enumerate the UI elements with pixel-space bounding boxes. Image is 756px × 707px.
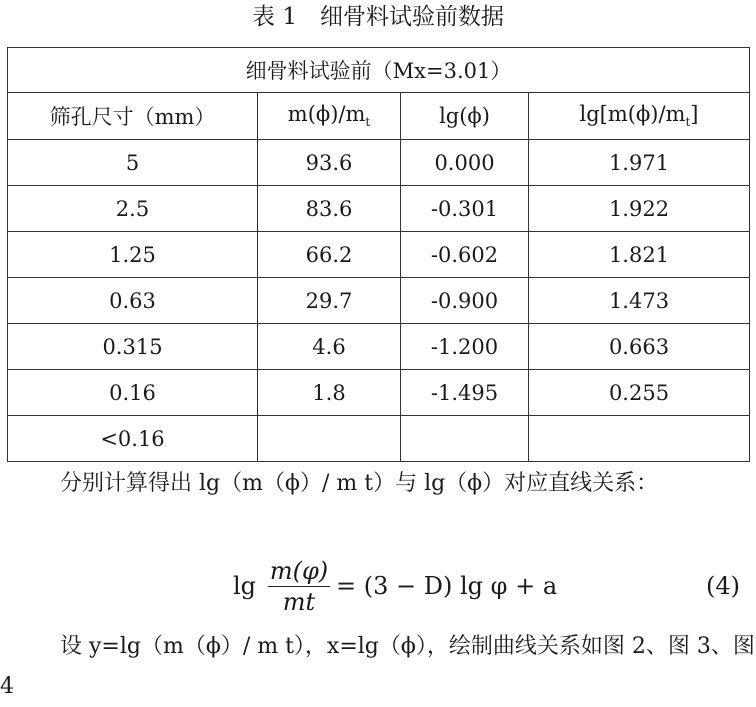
table-row [8,186,750,232]
cell: 2.5 [8,186,258,232]
table-row [8,370,750,416]
cell: 1.8 [258,370,401,416]
table-row [8,278,750,324]
cell [529,416,750,462]
cell: -0.900 [401,278,529,324]
table-row [8,416,750,462]
cell: -1.200 [401,324,529,370]
cell: 1.25 [8,232,258,278]
cell: 0.16 [8,370,258,416]
table-row [8,324,750,370]
formula-lg: lg [233,572,257,600]
paragraph-intro: 分别计算得出 lg（m（ϕ）/ m t）与 lg（ϕ）对应直线关系： [60,471,659,496]
formula-denominator: mt [282,588,316,616]
formula-numerator: m(φ) [269,557,329,585]
cell: 0.255 [529,370,750,416]
header-mass-ratio: $m(\phi)/m_t$ [258,93,401,140]
cell: 83.6 [258,186,401,232]
cell: 0.000 [401,140,529,186]
formula-fraction [268,556,330,617]
cell: -1.495 [401,370,529,416]
cell: -0.301 [401,186,529,232]
table-row [8,140,750,186]
cell: <0.16 [8,416,258,462]
header-lg-phi: lg(ϕ) [401,93,529,140]
cell: 0.315 [8,324,258,370]
cell: 93.6 [258,140,401,186]
cell: 4.6 [258,324,401,370]
table-row [8,232,750,278]
cell: 1.821 [529,232,750,278]
equation-number: (4) [706,572,740,600]
cell: 5 [8,140,258,186]
table-caption: 细骨料试验前（Mx=3.01） [8,48,750,93]
cell: 0.663 [529,324,750,370]
formula-rhs: = (3 − D) lg φ + a [336,572,558,600]
cell: 66.2 [258,232,401,278]
cell: -0.602 [401,232,529,278]
cell: 1.473 [529,278,750,324]
header-lg-mass-ratio: $\lg[m(\phi)/m_t]$ [529,93,750,140]
data-table [7,47,750,462]
cell: 0.63 [8,278,258,324]
paragraph-definition: 设 y=lg（m（ϕ）/ m t），x=lg（ϕ），绘制曲线关系如图 2、图 3、图 4 [0,634,755,699]
cell: 1.922 [529,186,750,232]
cell [401,416,529,462]
header-sieve-size: 筛孔尺寸（mm） [8,93,258,140]
cell: 29.7 [258,278,401,324]
table-title: 表 1 细骨料试验前数据 [252,4,504,30]
cell [258,416,401,462]
cell: 1.971 [529,140,750,186]
equation-4 [0,556,756,616]
